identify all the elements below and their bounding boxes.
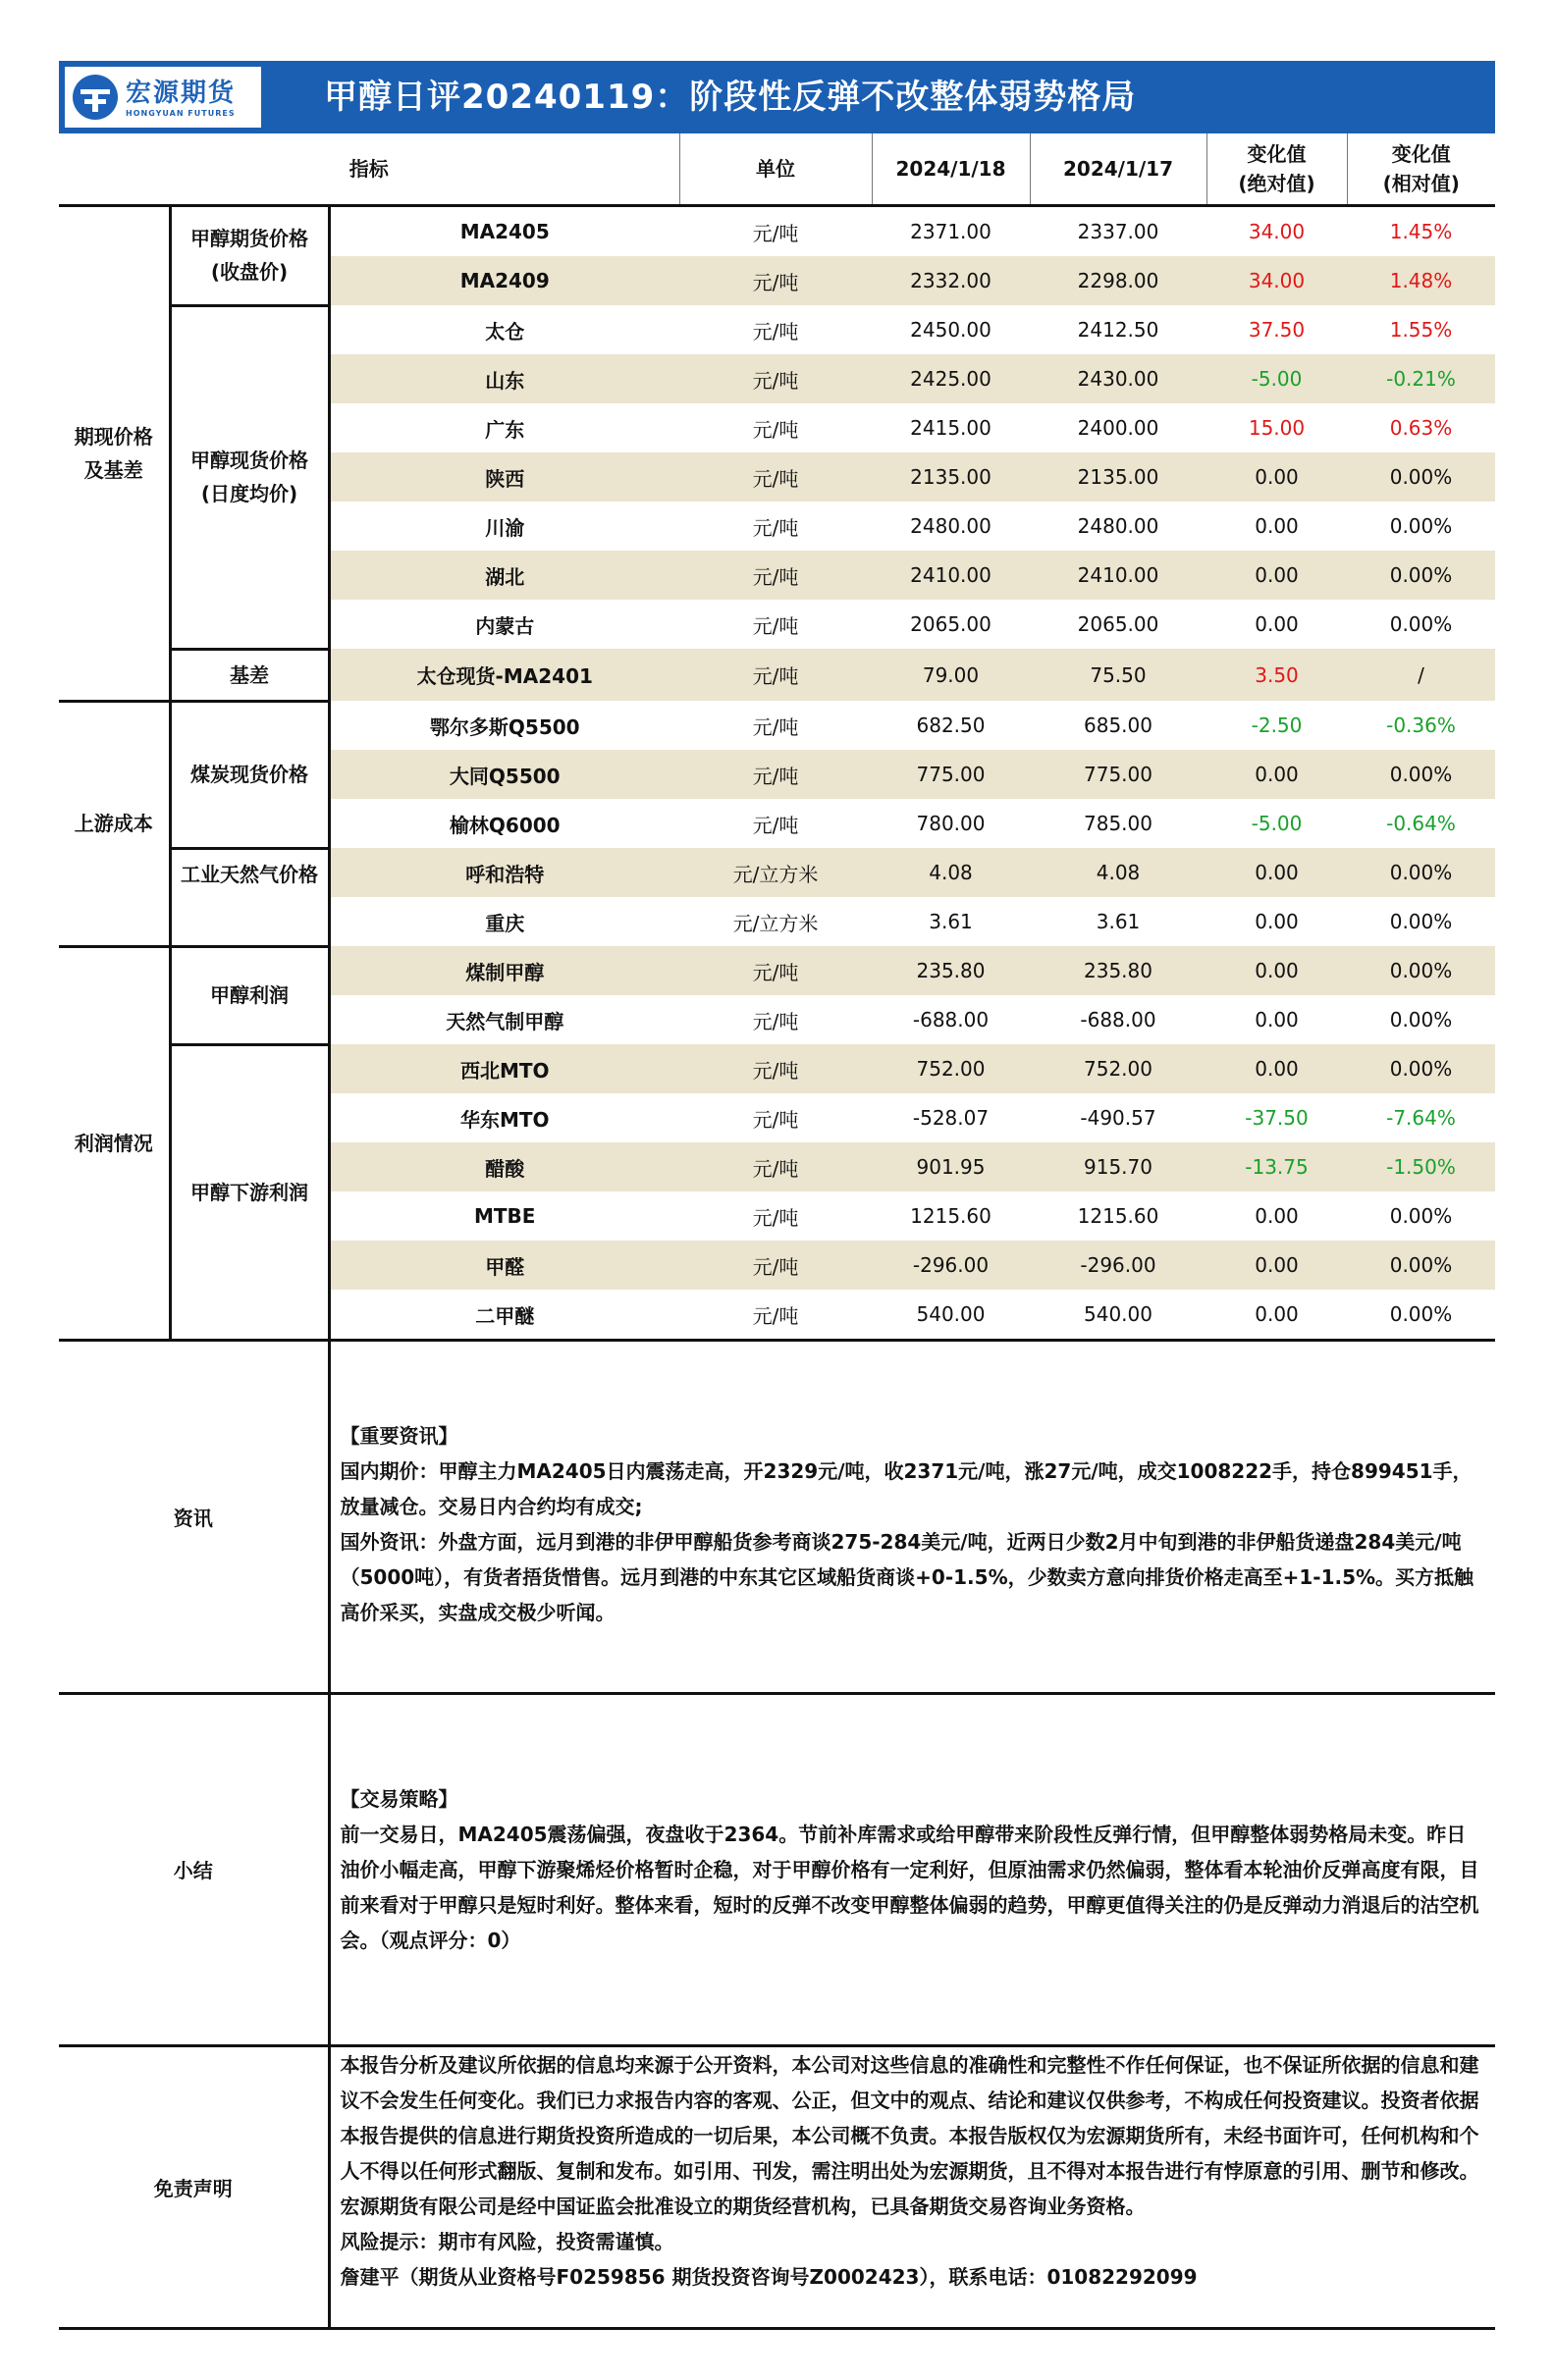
rel-change: 0.00% (1347, 750, 1495, 799)
value-date1: 540.00 (872, 1290, 1030, 1341)
value-date2: 2400.00 (1077, 416, 1159, 440)
indicator-name: 太仓现货-MA2401 (329, 649, 679, 701)
disclaimer-text (329, 2045, 1495, 2328)
abs-change: 0.00 (1206, 750, 1347, 799)
summary-text (329, 1693, 1495, 2045)
company-logo (65, 67, 261, 128)
rel-change: -0.21% (1347, 354, 1495, 403)
notes-table (59, 1342, 1495, 2330)
indicator-name: 呼和浩特 (329, 848, 679, 897)
indicator-name: 醋酸 (329, 1142, 679, 1191)
indicator-unit: 元/吨 (679, 1241, 872, 1290)
abs-change: -5.00 (1206, 354, 1347, 403)
indicator-table (59, 133, 1495, 1342)
col-unit: 单位 (679, 133, 872, 206)
rel-change: 0.00% (1347, 946, 1495, 995)
abs-change: 0.00 (1255, 910, 1299, 933)
indicator-unit: 元/吨 (752, 714, 799, 739)
table-row (59, 1044, 1495, 1093)
sub-futures-price-line2: (收盘价) (210, 260, 289, 285)
rel-change: 1.55% (1389, 318, 1453, 342)
indicator-name: 甲醛 (329, 1241, 679, 1290)
value-date1: 2065.00 (910, 612, 991, 636)
indicator-name: MA2405 (459, 220, 550, 243)
col-date1: 2024/1/18 (872, 133, 1030, 206)
group-futures-spot-basis-line2: 及基差 (83, 457, 143, 482)
col-rel-line2: (相对值) (1382, 172, 1460, 195)
value-date2: 4.08 (1030, 848, 1206, 897)
indicator-unit: 元/吨 (679, 256, 872, 305)
sub-basis (170, 649, 329, 701)
value-date1: 2410.00 (872, 551, 1030, 600)
group-futures-spot-basis (59, 206, 170, 702)
indicator-unit: 元/吨 (679, 946, 872, 995)
value-date1: 2135.00 (872, 452, 1030, 502)
sub-downstream-profit (170, 1044, 329, 1341)
value-date2: 785.00 (1084, 812, 1152, 835)
value-date2: 2480.00 (1077, 514, 1159, 538)
value-date1: 2450.00 (910, 318, 991, 342)
indicator-unit: 元/吨 (752, 613, 799, 638)
table-row (59, 649, 1495, 701)
value-date1: 2415.00 (910, 416, 991, 440)
indicator-unit: 元/吨 (752, 1205, 799, 1230)
sub-downstream-profit-line1: 甲醇下游利润 (190, 1180, 308, 1204)
abs-change: 0.00 (1206, 551, 1347, 600)
analyst-info: 詹建平（期货从业资格号F0259856 期货投资咨询号Z0002423），联系电话：01082292099 (340, 2264, 1198, 2289)
abs-change: 0.00 (1255, 1008, 1299, 1031)
sub-coal-price (170, 701, 329, 848)
value-date2: 2430.00 (1030, 354, 1206, 403)
sub-spot-price-line2: (日度均价) (200, 482, 298, 505)
value-date2: 2337.00 (1077, 220, 1159, 243)
summary-label: 小结 (59, 1693, 329, 2045)
report-title: 甲醇日评20240119：阶段性反弹不改整体弱势格局 (324, 78, 1137, 117)
indicator-name: 太仓 (485, 319, 525, 344)
rel-change: / (1347, 649, 1495, 701)
indicator-unit: 元/立方米 (679, 848, 872, 897)
disclaimer-label: 免责声明 (59, 2045, 329, 2328)
rel-change: -0.36% (1386, 714, 1456, 737)
table-row (59, 305, 1495, 354)
value-date2: -490.57 (1080, 1106, 1156, 1130)
value-date2: 75.50 (1030, 649, 1206, 701)
indicator-name: 鄂尔多斯Q5500 (429, 714, 580, 739)
news-domestic: 国内期价：甲醇主力MA2405日内震荡走高，开2329元/吨，收2371元/吨，涨27元/吨，成交1008222手，持仓899451手，放量减仓。交易日内合约均有成交; (340, 1459, 1473, 1518)
sub-methanol-profit-line1: 甲醇利润 (210, 983, 289, 1007)
rel-change: -0.64% (1386, 812, 1456, 835)
value-date2: 1215.60 (1077, 1204, 1159, 1228)
indicator-unit: 元/吨 (679, 1044, 872, 1093)
value-date1: 775.00 (872, 750, 1030, 799)
value-date2: 2065.00 (1077, 612, 1159, 636)
value-date2: 3.61 (1096, 910, 1141, 933)
indicator-name: 陕西 (329, 452, 679, 502)
sub-basis-line1: 基差 (230, 662, 269, 687)
abs-change: 34.00 (1206, 256, 1347, 305)
indicator-name: 山东 (329, 354, 679, 403)
news-label: 资讯 (59, 1342, 329, 1693)
sub-spot-price-line1: 甲醇现货价格 (190, 449, 308, 472)
sub-methanol-profit (170, 946, 329, 1044)
sub-gas-price-line1: 工业天然气价格 (181, 862, 318, 886)
rel-change: 0.00% (1347, 1290, 1495, 1341)
value-date1: 4.08 (872, 848, 1030, 897)
logo-cn-text: 宏源期货 (126, 78, 237, 108)
logo-mark-icon (71, 73, 120, 122)
value-date2: 685.00 (1084, 714, 1152, 737)
indicator-unit: 元/吨 (679, 354, 872, 403)
col-abs-line2: (绝对值) (1238, 172, 1315, 195)
indicator-name: 重庆 (485, 911, 525, 935)
abs-change: 37.50 (1248, 318, 1306, 342)
rel-change: 1.48% (1347, 256, 1495, 305)
value-date2: 235.80 (1030, 946, 1206, 995)
value-date2: -296.00 (1030, 1241, 1206, 1290)
value-date1: 2371.00 (910, 220, 991, 243)
indicator-unit: 元/吨 (752, 221, 799, 245)
value-date1: 2332.00 (872, 256, 1030, 305)
abs-change: 0.00 (1255, 514, 1299, 538)
indicator-unit: 元/吨 (752, 417, 799, 442)
logo-text (126, 78, 236, 118)
value-date2: 540.00 (1030, 1290, 1206, 1341)
abs-change: 3.50 (1206, 649, 1347, 701)
rel-change: -1.50% (1347, 1142, 1495, 1191)
news-section (59, 1342, 1495, 1693)
table-row (59, 946, 1495, 995)
value-date1: -296.00 (872, 1241, 1030, 1290)
table-row (59, 848, 1495, 897)
rel-change: 1.45% (1389, 220, 1453, 243)
indicator-unit: 元/立方米 (732, 911, 819, 935)
col-date2: 2024/1/17 (1030, 133, 1206, 206)
sub-coal-price-line1: 煤炭现货价格 (190, 763, 308, 786)
indicator-unit: 元/吨 (679, 1290, 872, 1341)
value-date2: 752.00 (1030, 1044, 1206, 1093)
table-row (59, 701, 1495, 750)
group-futures-spot-basis-line1: 期现价格 (74, 424, 153, 449)
rel-change: 0.00% (1389, 910, 1453, 933)
value-date2: 2298.00 (1030, 256, 1206, 305)
indicator-unit: 元/吨 (679, 1142, 872, 1191)
indicator-unit: 元/吨 (679, 750, 872, 799)
abs-change: 0.00 (1255, 1204, 1299, 1228)
value-date2: 915.70 (1030, 1142, 1206, 1191)
rel-change: 0.00% (1389, 1204, 1453, 1228)
table-header-row (59, 133, 1495, 206)
indicator-unit: 元/吨 (752, 319, 799, 344)
indicator-unit: 元/吨 (679, 649, 872, 701)
indicator-name: 大同Q5500 (329, 750, 679, 799)
group-upstream-cost-line1: 上游成本 (74, 812, 153, 835)
value-date1: 780.00 (916, 812, 986, 835)
abs-change: 0.00 (1206, 1044, 1347, 1093)
value-date1: 79.00 (872, 649, 1030, 701)
news-foreign: 国外资讯：外盘方面，远月到港的非伊甲醇船货参考商谈275-284美元/吨，近两日少数2月中旬到港的非伊船货递盘284美元/吨（5000吨），有货者捂货惜售。远月到港的中东其它区域船货商谈+0-1.5%，少数卖方意向排货价格走高至+1-1.5%。买方抵触高价采买，实盘成交极少听闻。 (340, 1530, 1474, 1624)
indicator-unit: 元/吨 (752, 515, 799, 540)
abs-change: 0.00 (1206, 848, 1347, 897)
abs-change: 0.00 (1206, 1290, 1347, 1341)
abs-change: 15.00 (1248, 416, 1306, 440)
indicator-unit: 元/吨 (752, 1009, 799, 1033)
summary-section (59, 1693, 1495, 2045)
value-date1: -528.07 (912, 1106, 990, 1130)
disclaimer-body: 本报告分析及建议所依据的信息均来源于公开资料，本公司对这些信息的准确性和完整性不作任何保证，也不保证所依据的信息和建议不会发生任何变化。我们已力求报告内容的客观、公正，但文中的观点、结论和建议仅供参考，不构成任何投资建议。投资者依据本报告提供的信息进行期货投资所造成的一切后果，本公司概不负责。本报告版权仅为宏源期货所有，未经书面许可，任何机构和个人不得以任何形式翻版、复制和发布。如引用、刊发，需注明出处为宏源期货，且不得对本报告进行有悖原意的引用、删节和修改。宏源期货有限公司是经中国证监会批准设立的期货经营机构，已具备期货交易咨询业务资格。 (340, 2052, 1479, 2218)
report-header (59, 61, 1495, 133)
value-date1: 901.95 (872, 1142, 1030, 1191)
abs-change: 34.00 (1248, 220, 1306, 243)
value-date1: 2425.00 (872, 354, 1030, 403)
col-rel-change (1347, 133, 1495, 206)
news-heading: 【重要资讯】 (340, 1424, 458, 1448)
value-date2: 2410.00 (1030, 551, 1206, 600)
value-date1: 3.61 (929, 910, 973, 933)
rel-change: 0.00% (1347, 1044, 1495, 1093)
group-profit (59, 946, 170, 1341)
abs-change: 0.00 (1255, 612, 1299, 636)
indicator-unit: 元/吨 (679, 551, 872, 600)
rel-change: 0.00% (1389, 612, 1453, 636)
rel-change: -7.64% (1386, 1106, 1456, 1130)
indicator-name: 二甲醚 (329, 1290, 679, 1341)
rel-change: 0.00% (1347, 551, 1495, 600)
indicator-name: MTBE (474, 1204, 536, 1228)
indicator-name: 川渝 (485, 515, 525, 540)
indicator-unit: 元/吨 (752, 1107, 799, 1132)
value-date1: -688.00 (912, 1008, 990, 1031)
col-rel-line1: 变化值 (1391, 142, 1451, 166)
indicator-unit: 元/吨 (752, 813, 799, 837)
indicator-name: 煤制甲醇 (329, 946, 679, 995)
rel-change: 0.00% (1389, 1008, 1453, 1031)
summary-strategy: 前一交易日，MA2405震荡偏强，夜盘收于2364。节前补库需求或给甲醇带来阶段性反弹行情，但甲醇整体弱势格局未变。昨日油价小幅走高，甲醇下游聚烯烃价格暂时企稳，对于甲醇价格有一定利好，但原油需求仍然偏弱，整体看本轮油价反弹高度有限，目前来看对于甲醇只是短时利好。整体来看，短时的反弹不改变甲醇整体偏弱的趋势，甲醇更值得关注的仍是反弹动力消退后的沽空机会。（观点评分：0） (340, 1822, 1479, 1952)
disclaimer-section (59, 2045, 1495, 2328)
value-date1: 235.80 (872, 946, 1030, 995)
abs-change: -5.00 (1251, 812, 1303, 835)
abs-change: -37.50 (1245, 1106, 1309, 1130)
col-abs-change (1206, 133, 1347, 206)
indicator-name: 华东MTO (459, 1107, 550, 1132)
abs-change: 0.00 (1206, 452, 1347, 502)
indicator-name: MA2409 (329, 256, 679, 305)
group-upstream-cost (59, 701, 170, 946)
indicator-name: 湖北 (329, 551, 679, 600)
rel-change: 0.00% (1347, 848, 1495, 897)
value-date1: 752.00 (872, 1044, 1030, 1093)
abs-change: -13.75 (1206, 1142, 1347, 1191)
abs-change: 0.00 (1206, 1241, 1347, 1290)
sub-spot-price (170, 305, 329, 649)
table-row (59, 206, 1495, 257)
news-text (329, 1342, 1495, 1693)
sub-futures-price (170, 206, 329, 306)
value-date2: 2412.50 (1077, 318, 1159, 342)
value-date2: 2135.00 (1030, 452, 1206, 502)
sub-gas-price (170, 848, 329, 946)
abs-change: -2.50 (1251, 714, 1303, 737)
indicator-name: 广东 (485, 417, 525, 442)
rel-change: 0.00% (1347, 452, 1495, 502)
indicator-name: 天然气制甲醇 (446, 1009, 564, 1033)
col-indicator: 指标 (59, 133, 679, 206)
indicator-unit: 元/吨 (679, 452, 872, 502)
group-profit-line1: 利润情况 (74, 1131, 153, 1155)
rel-change: 0.63% (1389, 416, 1453, 440)
value-date1: 2480.00 (910, 514, 991, 538)
rel-change: 0.00% (1347, 1241, 1495, 1290)
report-sheet (59, 61, 1495, 2330)
summary-heading: 【交易策略】 (340, 1786, 458, 1811)
sub-futures-price-line1: 甲醇期货价格 (190, 227, 308, 251)
logo-en-text: HONGYUAN FUTURES (126, 108, 236, 118)
indicator-name: 内蒙古 (475, 613, 535, 638)
rel-change: 0.00% (1389, 514, 1453, 538)
value-date2: 775.00 (1030, 750, 1206, 799)
value-date1: 1215.60 (910, 1204, 991, 1228)
abs-change: 0.00 (1206, 946, 1347, 995)
value-date2: -688.00 (1080, 1008, 1156, 1031)
indicator-name: 榆林Q6000 (449, 813, 561, 837)
col-abs-line1: 变化值 (1247, 142, 1307, 166)
indicator-name: 西北MTO (329, 1044, 679, 1093)
risk-warning: 风险提示：期市有风险，投资需谨慎。 (340, 2229, 674, 2253)
value-date1: 682.50 (916, 714, 986, 737)
